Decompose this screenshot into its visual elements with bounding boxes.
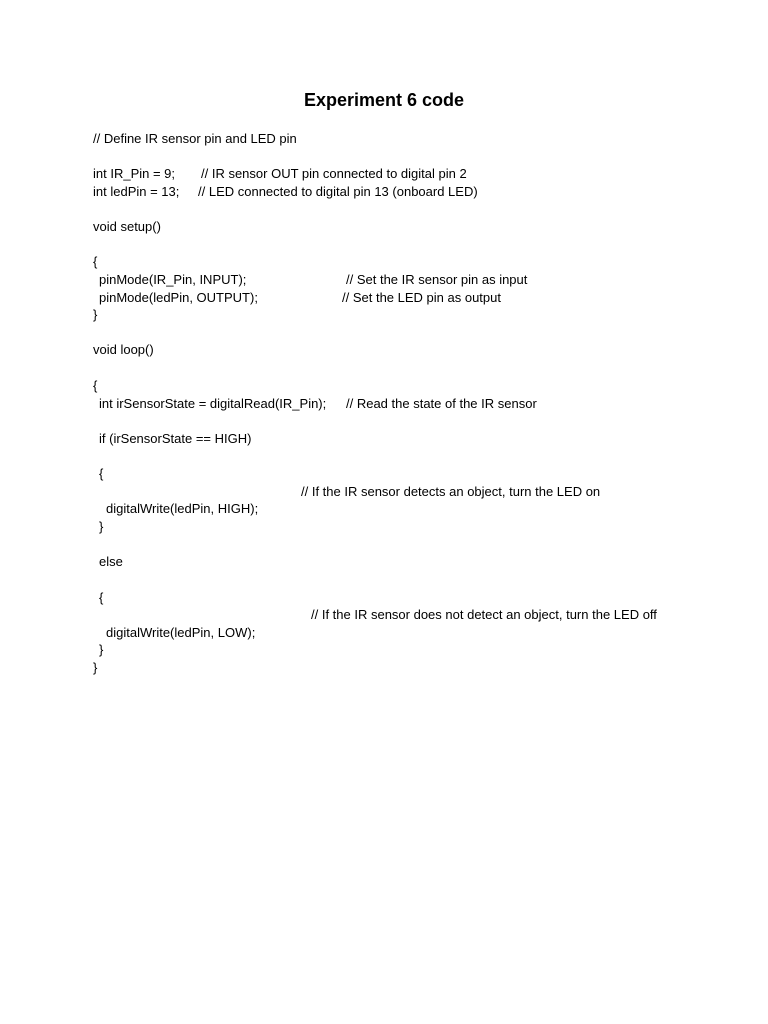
code-digital-write-high: digitalWrite(ledPin, HIGH); <box>106 501 259 516</box>
code-loop-signature: void loop() <box>93 342 154 357</box>
code-loop-open-brace: { <box>93 378 98 393</box>
code-if-statement: if (irSensorState == HIGH) <box>99 431 252 446</box>
code-setup-open-brace: { <box>93 254 98 269</box>
comment-pinmode-ir: // Set the IR sensor pin as input <box>346 272 528 287</box>
code-if-close-brace: } <box>99 519 104 534</box>
code-led-pin: int ledPin = 13; <box>93 184 180 199</box>
document-title: Experiment 6 code <box>303 90 465 110</box>
comment-ir-pin: // IR sensor OUT pin connected to digital pin 2 <box>201 166 467 181</box>
code-pinmode-ir: pinMode(IR_Pin, INPUT); <box>99 272 247 287</box>
code-pinmode-led: pinMode(ledPin, OUTPUT); <box>99 290 258 305</box>
code-else-open-brace: { <box>99 590 104 605</box>
code-ir-pin: int IR_Pin = 9; <box>93 166 176 181</box>
code-loop-close-brace: } <box>93 660 98 675</box>
comment-digital-read: // Read the state of the IR sensor <box>346 396 537 411</box>
code-if-open-brace: { <box>99 466 104 481</box>
comment-define: // Define IR sensor pin and LED pin <box>93 131 297 146</box>
code-digital-read: int irSensorState = digitalRead(IR_Pin); <box>99 396 327 411</box>
code-digital-write-low: digitalWrite(ledPin, LOW); <box>106 625 256 640</box>
comment-led-pin: // LED connected to digital pin 13 (onboard LED) <box>198 184 478 199</box>
comment-pinmode-led: // Set the LED pin as output <box>342 290 501 305</box>
code-setup-close-brace: } <box>93 307 98 322</box>
comment-led-on: // If the IR sensor detects an object, turn the LED on <box>301 484 601 499</box>
code-else: else <box>99 554 123 569</box>
code-setup-signature: void setup() <box>93 219 161 234</box>
comment-led-off: // If the IR sensor does not detect an object, turn the LED off <box>311 607 657 622</box>
code-else-close-brace: } <box>99 642 104 657</box>
